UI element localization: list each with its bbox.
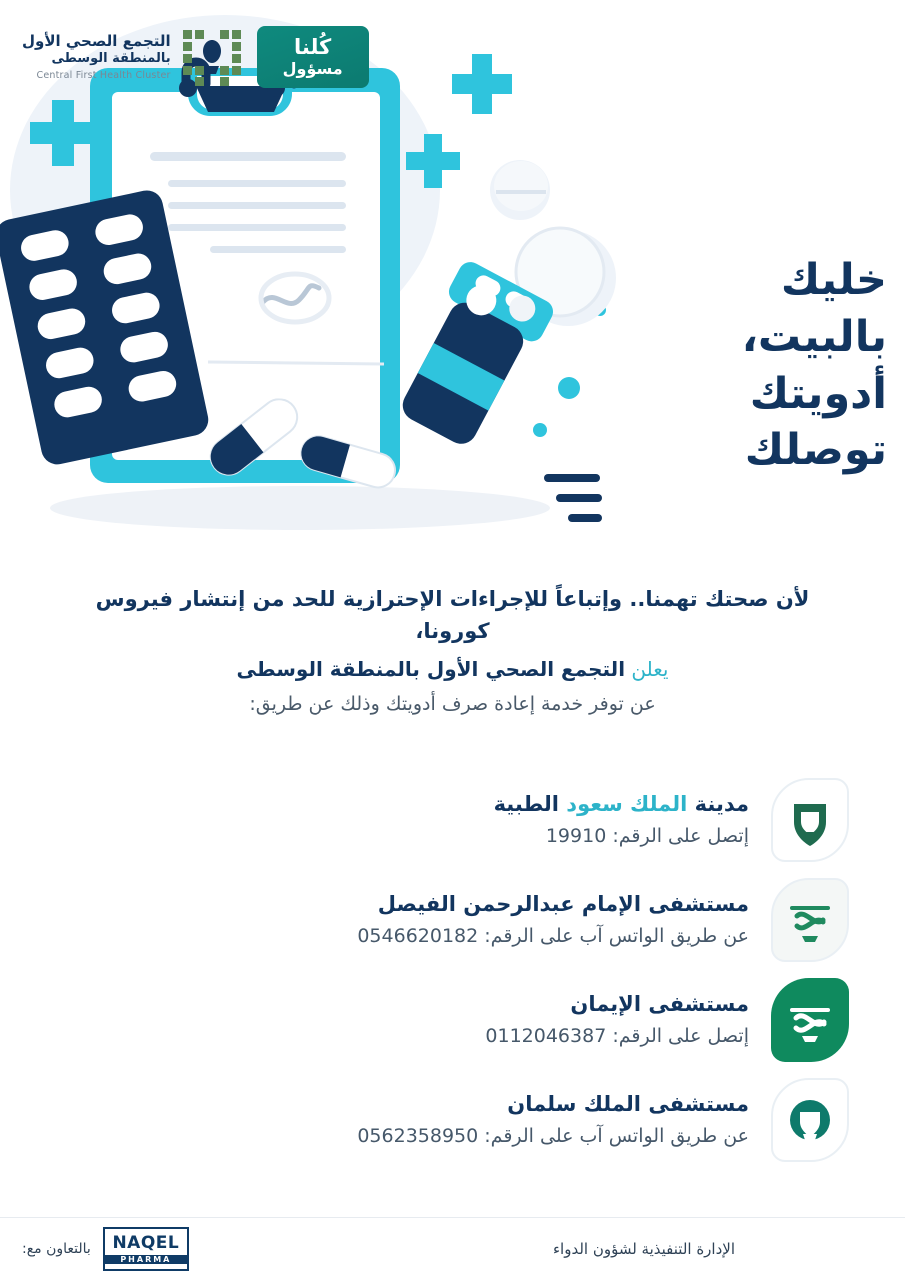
intro-line-1: لأن صحتك تهمنا.. وإتباعاً للإجراءات الإحترازية للحد من إنتشار فيروس كورونا، (95, 587, 810, 643)
hospital-row (56, 1070, 849, 1170)
header (0, 26, 905, 116)
hospital-list (0, 770, 905, 1170)
hospital-contact (66, 1124, 749, 1150)
hero-headline (637, 252, 887, 479)
hospital-name-prefix: مستشفى الملك سلمان (507, 1092, 749, 1116)
hospital-name (66, 890, 749, 918)
badge-glyph-icon (783, 1092, 837, 1148)
intro-paragraph (0, 584, 905, 719)
hero-headline-line-1: خليك (780, 255, 887, 305)
header-logos (0, 26, 369, 88)
hospital-contact (66, 924, 749, 950)
hospital-contact-label: إتصل على الرقم: (606, 1025, 749, 1048)
intro-line-2-bold: التجمع الصحي الأول بالمنطقة الوسطى (236, 657, 626, 681)
cluster-arabic-line-2: بالمنطقة الوسطى (51, 50, 171, 66)
hero-headline-line-3: أدويتك (749, 368, 887, 419)
hospital-name (66, 790, 749, 818)
naqel-logo-bottom: PHARMA (105, 1255, 187, 1264)
hospital-text (56, 790, 749, 850)
hospital-name-prefix: مستشفى الإمام عبدالرحمن الفيصل (377, 892, 749, 916)
naqel-pharma-logo (103, 1227, 189, 1271)
hospital-text (56, 990, 749, 1050)
kollona-line-1: كُلنا (294, 34, 332, 59)
hospital-contact-number[interactable]: 0546620182 (357, 925, 479, 948)
badge-glyph-icon (784, 792, 836, 848)
cluster-arabic-line-1: التجمع الصحي الأول (22, 32, 171, 51)
intro-line-2 (56, 653, 849, 685)
hospital-name-prefix: مدينة (687, 792, 749, 816)
hospital-row (56, 970, 849, 1070)
hospital-contact-number[interactable]: 19910 (545, 825, 607, 848)
al-iman-hospital-emblem-icon (771, 978, 849, 1062)
imam-abdulrahman-alfaisal-hospital-emblem-icon (771, 878, 849, 962)
king-saud-medical-city-emblem-icon (771, 778, 849, 862)
hospital-contact-number[interactable]: 0112046387 (485, 1025, 607, 1048)
king-salman-hospital-emblem-icon (771, 1078, 849, 1162)
hospital-name-suffix: الطبية (493, 792, 567, 816)
footer (0, 1217, 905, 1280)
hospital-row (56, 770, 849, 870)
intro-line-2-prefix: يعلن (625, 657, 669, 681)
footer-partner-label: بالتعاون مع: (22, 1241, 91, 1257)
kollona-masool-logo (257, 26, 369, 88)
hospital-contact (66, 824, 749, 850)
cluster-english-name: Central First Health Cluster (36, 70, 171, 82)
hospital-contact-number[interactable]: 0562358950 (357, 1125, 479, 1148)
badge-glyph-icon (783, 992, 837, 1048)
footer-department-name: الإدارة التنفيذية لشؤون الدواء (552, 1240, 735, 1258)
hospital-name (66, 1090, 749, 1118)
hospital-text (56, 1090, 749, 1150)
hero-headline-line-2: بالبيت، (741, 311, 887, 362)
hospital-name (66, 990, 749, 1018)
hospital-contact (66, 1024, 749, 1050)
hospital-contact-label: عن طريق الواتس آب على الرقم: (478, 925, 749, 948)
cluster-emblem-icon (181, 26, 243, 88)
hero-headline-line-4: توصلك (744, 425, 887, 476)
central-first-health-cluster-logo (22, 26, 243, 88)
footer-partner (22, 1227, 189, 1271)
intro-line-3: عن توفر خدمة إعادة صرف أدويتك وذلك عن طريق: (249, 693, 656, 715)
hospital-contact-label: عن طريق الواتس آب على الرقم: (478, 1125, 749, 1148)
hospital-text (56, 890, 749, 950)
hospital-name-accent: الملك سعود (566, 792, 688, 816)
hospital-row (56, 870, 849, 970)
hospital-name-prefix: مستشفى الإيمان (570, 992, 749, 1016)
cluster-logo-text (22, 32, 171, 82)
hospital-contact-label: إتصل على الرقم: (606, 825, 749, 848)
naqel-logo-top: NAQEL (112, 1232, 180, 1253)
badge-glyph-icon (783, 892, 837, 948)
kollona-line-2: مسؤول (282, 58, 343, 78)
